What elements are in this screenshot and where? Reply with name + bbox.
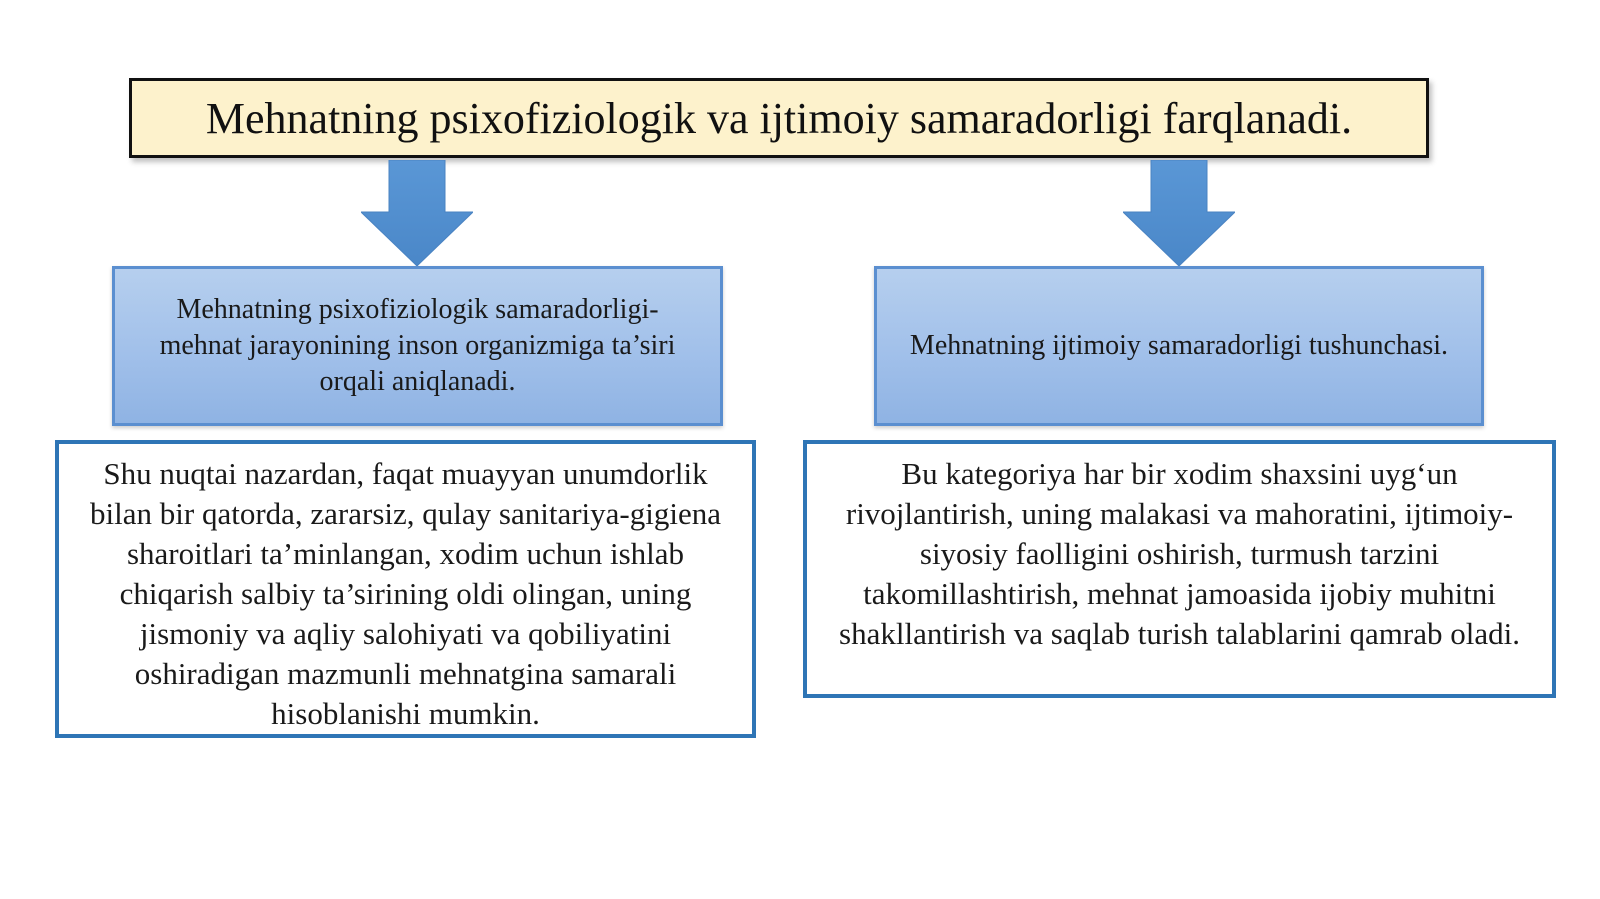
detail-text-social: Bu kategoriya har bir xodim shaxsini uyg‘un rivojlantirish, uning malakasi va mahoratini, ijtimoiy-siyosiy faolligini oshirish, turmush tarzini takomillashtirish, mehnat jamoasida ijobiy muhitni shakllantirish va saqlab turish talablarini qamrab oladi. xyxy=(839,456,1520,651)
detail-text-psychophysiological: Shu nuqtai nazardan, faqat muayyan unumdorlik bilan bir qatorda, zararsiz, qulay sanitariya-gigiena sharoitlari ta’minlangan, xodim uchun ishlab chiqarish salbiy ta’sirining oldi olingan, uning jismoniy va aqliy salohiyati va qobiliyatini oshiradigan mazmunli mehnatgina samarali hisoblanishi mumkin. xyxy=(90,456,721,731)
detail-box-psychophysiological xyxy=(55,440,756,738)
arrow-down-icon xyxy=(361,160,473,266)
concept-box-psychophysiological xyxy=(112,266,723,426)
diagram-title xyxy=(129,78,1429,158)
arrow-down-icon xyxy=(1123,160,1235,266)
detail-box-social xyxy=(803,440,1556,698)
concept-text-social: Mehnatning ijtimoiy samaradorligi tushunchasi. xyxy=(909,330,1449,361)
concept-box-social xyxy=(874,266,1484,426)
diagram-title-text: Mehnatning psixofiziologik va ijtimoiy samaradorligi farqlanadi. xyxy=(205,93,1353,143)
concept-text-psychophysiological: Mehnatning psixofiziologik samaradorligi- mehnat jarayonining inson organizmiga ta’siri orqali aniqlanadi. xyxy=(159,294,676,397)
